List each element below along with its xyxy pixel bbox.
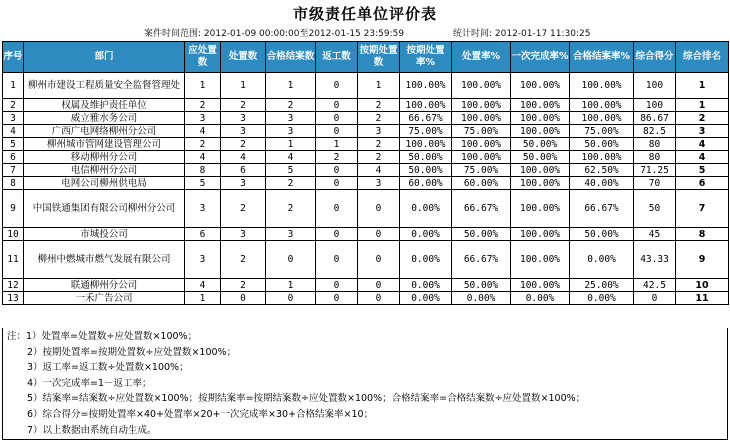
table-cell: 60.00%: [400, 177, 452, 190]
column-header: 按期处置数: [358, 42, 400, 73]
rank-cell: 6: [676, 177, 729, 190]
table-cell: 100.00%: [511, 112, 570, 125]
table-cell: 62.50%: [570, 164, 634, 177]
rank-cell: 5: [676, 164, 729, 177]
table-cell: 3: [185, 190, 221, 228]
rank-cell: 11: [676, 292, 729, 305]
table-cell: 1: [266, 138, 316, 151]
department-cell: 电信柳州分公司: [24, 164, 185, 177]
table-cell: 66.67%: [452, 190, 511, 228]
table-cell: 2: [221, 279, 266, 292]
table-cell: 3: [185, 112, 221, 125]
table-cell: 3: [358, 125, 400, 138]
table-cell: 100: [634, 99, 676, 112]
table-cell: 2: [316, 151, 358, 164]
table-cell: 2: [358, 99, 400, 112]
table-cell: 100.00%: [570, 151, 634, 164]
table-cell: 42.5: [634, 279, 676, 292]
table-cell: 3: [221, 228, 266, 241]
table-cell: 70: [634, 177, 676, 190]
department-cell: 电网公司柳州供电局: [24, 177, 185, 190]
table-row: [3, 190, 729, 228]
table-cell: 1: [266, 279, 316, 292]
table-cell: 82.5: [634, 125, 676, 138]
table-cell: 1: [316, 138, 358, 151]
table-cell: 100.00%: [511, 125, 570, 138]
table-cell: 0: [316, 228, 358, 241]
table-cell: 0: [316, 164, 358, 177]
table-cell: 0.00%: [400, 190, 452, 228]
table-row: [3, 279, 729, 292]
note-line: 4）一次完成率=1－返工率；: [27, 377, 152, 389]
table-cell: 80: [634, 138, 676, 151]
table-cell: 50.00%: [570, 228, 634, 241]
column-header: 序号: [3, 42, 24, 73]
department-cell: 权属及维护责任单位: [24, 99, 185, 112]
table-cell: 8: [3, 177, 24, 190]
table-cell: 50.00%: [570, 138, 634, 151]
table-cell: 3: [358, 177, 400, 190]
table-cell: 50.00%: [452, 228, 511, 241]
table-cell: 6: [221, 164, 266, 177]
table-cell: 86.67: [634, 112, 676, 125]
table-cell: 2: [221, 190, 266, 228]
table-cell: 100.00%: [511, 228, 570, 241]
table-cell: 50: [634, 190, 676, 228]
table-cell: 0: [316, 190, 358, 228]
table-cell: 75.00%: [570, 125, 634, 138]
table-cell: 100.00%: [511, 241, 570, 279]
table-cell: 100.00%: [511, 164, 570, 177]
table-row: [3, 151, 729, 164]
table-cell: 0: [358, 241, 400, 279]
table-cell: 4: [358, 164, 400, 177]
column-header: 处置率%: [452, 42, 511, 73]
rank-cell: 1: [676, 73, 729, 99]
table-cell: 60.00%: [452, 177, 511, 190]
table-cell: 43.33: [634, 241, 676, 279]
table-cell: 40.00%: [570, 177, 634, 190]
table-cell: 9: [3, 190, 24, 228]
table-cell: 0: [358, 279, 400, 292]
table-cell: 75.00%: [400, 125, 452, 138]
column-header: 部门: [24, 42, 185, 73]
department-cell: 柳州市建设工程质量安全监督管理处: [24, 73, 185, 99]
table-row: [3, 138, 729, 151]
department-cell: 威立雅水务公司: [24, 112, 185, 125]
table-cell: 100.00%: [511, 73, 570, 99]
table-cell: 3: [221, 112, 266, 125]
column-header: 合格结案数: [266, 42, 316, 73]
table-cell: 100.00%: [400, 138, 452, 151]
table-cell: 2: [3, 99, 24, 112]
table-cell: 0: [316, 112, 358, 125]
table-cell: 0: [266, 292, 316, 305]
column-header: 返工数: [316, 42, 358, 73]
table-cell: 3: [266, 228, 316, 241]
column-header: 综合排名: [676, 42, 729, 73]
table-row: [3, 241, 729, 279]
table-cell: 100.00%: [570, 112, 634, 125]
table-cell: 1: [266, 73, 316, 99]
table-cell: 100.00%: [452, 99, 511, 112]
table-cell: 7: [3, 164, 24, 177]
table-cell: 100.00%: [570, 99, 634, 112]
header-row: [3, 42, 729, 73]
table-cell: 75.00%: [452, 125, 511, 138]
table-cell: 66.67%: [452, 241, 511, 279]
note-line: 5）结案率=结案数÷应处置数×100%；按期结案率=按期结案数÷应处置数×100%；合格结案率=合格结案数÷应处置数×100%；: [27, 393, 586, 405]
table-cell: 0: [221, 292, 266, 305]
table-cell: 2: [266, 99, 316, 112]
table-cell: 100.00%: [400, 73, 452, 99]
table-cell: 0: [358, 190, 400, 228]
table-cell: 0: [316, 279, 358, 292]
notes-box: [2, 328, 728, 440]
table-cell: 0.00%: [570, 292, 634, 305]
table-cell: 3: [266, 112, 316, 125]
table-cell: 6: [185, 228, 221, 241]
table-cell: 100.00%: [570, 73, 634, 99]
table-cell: 100.00%: [511, 279, 570, 292]
page-title: 市级责任单位评价表: [292, 5, 437, 23]
case-time-range: 案件时间范围: 2012-01-09 00:00:00至2012-01-15 23:59:59: [144, 29, 405, 39]
table-cell: 0: [316, 125, 358, 138]
table-cell: 3: [3, 112, 24, 125]
note-line: 7）以上数据由系统自动生成。: [27, 424, 157, 436]
table-cell: 1: [3, 73, 24, 99]
table-cell: 100.00%: [452, 73, 511, 99]
table-cell: 0: [316, 241, 358, 279]
table-cell: 2: [221, 99, 266, 112]
table-cell: 100.00%: [511, 190, 570, 228]
rank-cell: 1: [676, 99, 729, 112]
department-cell: 中国铁通集团有限公司柳州分公司: [24, 190, 185, 228]
table-cell: 4: [185, 151, 221, 164]
department-cell: 市城投公司: [24, 228, 185, 241]
note-line: 2）按期处置率=按期处置数÷应处置数×100%；: [27, 346, 237, 358]
note-line: 6）综合得分=按期处置率×40+处置率×20+一次完成率×30+合格结案率×10；: [27, 408, 374, 420]
table-cell: 0.00%: [511, 292, 570, 305]
table-cell: 50.00%: [511, 138, 570, 151]
table-cell: 2: [185, 138, 221, 151]
table-cell: 13: [3, 292, 24, 305]
table-cell: 25.00%: [570, 279, 634, 292]
table-cell: 0: [316, 99, 358, 112]
column-header: 合格结案率%: [570, 42, 634, 73]
table-row: [3, 125, 729, 138]
table-cell: 2: [266, 190, 316, 228]
rank-cell: 8: [676, 228, 729, 241]
table-cell: 50.00%: [452, 279, 511, 292]
table-row: [3, 112, 729, 125]
table-cell: 100: [634, 73, 676, 99]
table-cell: 100.00%: [452, 138, 511, 151]
stat-time: 统计时间: 2012-01-17 11:30:25: [453, 29, 591, 39]
table-cell: 4: [185, 279, 221, 292]
table-cell: 2: [358, 112, 400, 125]
rank-cell: 7: [676, 190, 729, 228]
table-cell: 6: [3, 151, 24, 164]
table-cell: 100.00%: [511, 99, 570, 112]
column-header: 一次完成率%: [511, 42, 570, 73]
table-cell: 3: [221, 125, 266, 138]
table-cell: 4: [266, 151, 316, 164]
table-cell: 1: [185, 73, 221, 99]
table-cell: 100.00%: [452, 112, 511, 125]
table-cell: 100.00%: [511, 177, 570, 190]
column-header: 处置数: [221, 42, 266, 73]
table-cell: 66.67%: [400, 112, 452, 125]
table-cell: 0.00%: [400, 241, 452, 279]
table-cell: 0.00%: [400, 279, 452, 292]
table-cell: 3: [266, 125, 316, 138]
table-cell: 75.00%: [452, 164, 511, 177]
department-cell: 移动柳州分公司: [24, 151, 185, 164]
table-cell: 12: [3, 279, 24, 292]
table-cell: 4: [221, 151, 266, 164]
table-cell: 3: [221, 177, 266, 190]
table-cell: 2: [266, 177, 316, 190]
table-cell: 66.67%: [570, 190, 634, 228]
rank-cell: 4: [676, 151, 729, 164]
note-line: 3）返工率=返工数÷处置数×100%；: [27, 362, 189, 374]
department-cell: 联通柳州分公司: [24, 279, 185, 292]
table-cell: 0.00%: [400, 292, 452, 305]
table-cell: 4: [185, 125, 221, 138]
table-cell: 1: [221, 73, 266, 99]
column-header: 按期处置率%: [400, 42, 452, 73]
table-cell: 3: [185, 241, 221, 279]
table-cell: 0: [266, 241, 316, 279]
column-header: 综合得分: [634, 42, 676, 73]
department-cell: 一禾广告公司: [24, 292, 185, 305]
rank-cell: 2: [676, 112, 729, 125]
table-cell: 0: [634, 292, 676, 305]
rank-cell: 4: [676, 138, 729, 151]
table-cell: 10: [3, 228, 24, 241]
table-cell: 0.00%: [400, 228, 452, 241]
table-cell: 80: [634, 151, 676, 164]
table-cell: 50.00%: [400, 151, 452, 164]
table-row: [3, 164, 729, 177]
department-cell: 柳州城市管网建设管理公司: [24, 138, 185, 151]
rank-cell: 10: [676, 279, 729, 292]
table-cell: 4: [3, 125, 24, 138]
table-cell: 0: [316, 73, 358, 99]
table-cell: 0: [358, 292, 400, 305]
table-cell: 11: [3, 241, 24, 279]
department-cell: 广西广电网络柳州分公司: [24, 125, 185, 138]
table-cell: 5: [3, 138, 24, 151]
table-row: [3, 292, 729, 305]
table-cell: 50.00%: [400, 164, 452, 177]
table-cell: 2: [358, 151, 400, 164]
table-row: [3, 177, 729, 190]
table-cell: 50.00%: [511, 151, 570, 164]
table-cell: 0: [358, 228, 400, 241]
table-cell: 1: [185, 292, 221, 305]
table-cell: 2: [221, 138, 266, 151]
table-cell: 1: [358, 73, 400, 99]
table-cell: 2: [221, 241, 266, 279]
table-cell: 0: [316, 292, 358, 305]
evaluation-table: [2, 41, 729, 305]
table-cell: 2: [358, 138, 400, 151]
table-cell: 100.00%: [452, 151, 511, 164]
table-cell: 0.00%: [452, 292, 511, 305]
table-cell: 0.00%: [570, 241, 634, 279]
table-row: [3, 73, 729, 99]
table-cell: 8: [185, 164, 221, 177]
table-cell: 2: [185, 99, 221, 112]
table-cell: 5: [266, 164, 316, 177]
rank-cell: 9: [676, 241, 729, 279]
rank-cell: 3: [676, 125, 729, 138]
note-line: 注：1）处置率=处置数÷应处置数×100%；: [7, 331, 198, 342]
department-cell: 柳州中燃城市燃气发展有限公司: [24, 241, 185, 279]
table-cell: 5: [185, 177, 221, 190]
table-row: [3, 228, 729, 241]
table-cell: 100.00%: [400, 99, 452, 112]
table-cell: 0: [316, 177, 358, 190]
column-header: 应处置数: [185, 42, 221, 73]
table-row: [3, 99, 729, 112]
table-cell: 71.25: [634, 164, 676, 177]
table-cell: 45: [634, 228, 676, 241]
